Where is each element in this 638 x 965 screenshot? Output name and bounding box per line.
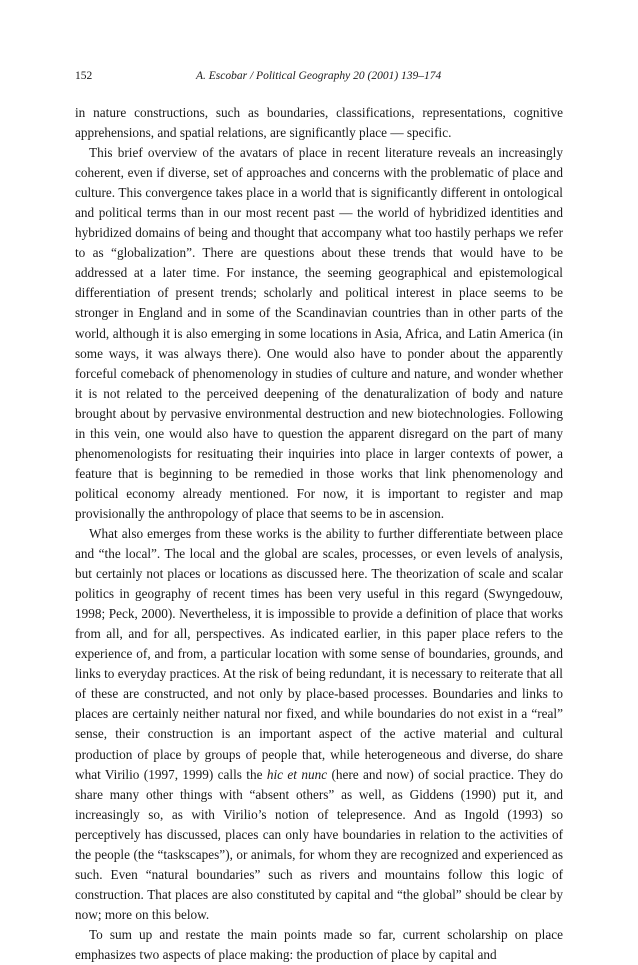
- italic-term-hic-et-nunc: hic et nunc: [266, 766, 328, 782]
- running-header: [75, 70, 563, 86]
- paragraph-place-and-local: [75, 524, 563, 925]
- paragraph-text-segment: (here and now) of social practice. They do share many other things with “absent others” as well, as Giddens (1990) put it, and increasingly so, as with Virilio’s notion of telepresence. And as Ingold (1993) so perceptively has discussed, places can only have boundaries in relation to the activities of the people (the “taskscapes”), or animals, for whom they are recognized and experienced as such. Even “natural boundaries” such as rivers and mountains follow this logic of construction. That places are also constituted by capital and “the global” should be clear by now; more on this below.: [75, 766, 563, 922]
- page-number: 152: [75, 70, 93, 82]
- running-head-citation: A. Escobar / Political Geography 20 (2001) 139–174: [196, 70, 442, 82]
- paragraph-sum-up: To sum up and restate the main points made so far, current scholarship on place emphasizes two aspects of place making: the production of place by capital and: [75, 926, 563, 962]
- paragraph-text-segment: What also emerges from these works is the ability to further differentiate between place and “the local”. The local and the global are scales, processes, or even levels of analysis, but certainly not places or locations as discussed here. The theorization of scale and scalar politics in geography of recent times has been very useful in this regard (Swyngedouw, 1998; Peck, 2000). Nevertheless, it is impossible to provide a definition of place that works from all, and for all, perspectives. As indicated earlier, in this paper place refers to the experience of, and from, a particular location with some sense of boundaries, grounds, and links to everyday practices. At the risk of being redundant, it is necessary to reiterate that all of these are constructed, and not only by place-based processes. Boundaries and links to places are certainly neither natural nor fixed, and while boundaries do not exist in a “real” sense, their construction is an important aspect of the active material and cultural production of place by groups of people that, while heterogeneous and diverse, do share what Virilio (1997, 1999) calls the: [75, 525, 563, 782]
- paragraph-avatars-of-place: This brief overview of the avatars of place in recent literature reveals an increasingly coherent, even if diverse, set of approaches and concerns with the problematic of place and culture. This convergence takes place in a world that is significantly different in ontological and political terms than in our most recent past — the world of hybridized identities and hybridized domains of being and thought that accompany what too hastily perhaps we refer to as “globalization”. There are questions about these trends that would have to be addressed at a later time. For instance, the seeming geographical and epistemological differentiation of present trends; scholarly and political interest in place seems to be stronger in England and in some of the Scandinavian countries than in other parts of the world, although it is also emerging in some locations in Asia, Africa, and Latin America (in some ways, it was always there). One would also have to ponder about the apparently forceful comeback of phenomenology in studies of culture and nature, and wonder whether it is not related to the perceived deepening of the denaturalization of body and nature brought about by pervasive environmental destruction and new biotechnologies. Following in this vein, one would also have to question the apparent disregard on the part of many phenomenologists for resituating their inquiries into place in larger contexts of power, a feature that is beginning to be remedied in those works that link phenomenology and political economy already mentioned. For now, it is important to register and map provisionally the anthropology of place that seems to be in ascension.: [75, 145, 563, 521]
- body-text: [75, 103, 563, 965]
- paragraph-continuation: in nature constructions, such as boundaries, classifications, representations, cognitive apprehensions, and spatial relations, are significantly place — specific.: [75, 105, 563, 141]
